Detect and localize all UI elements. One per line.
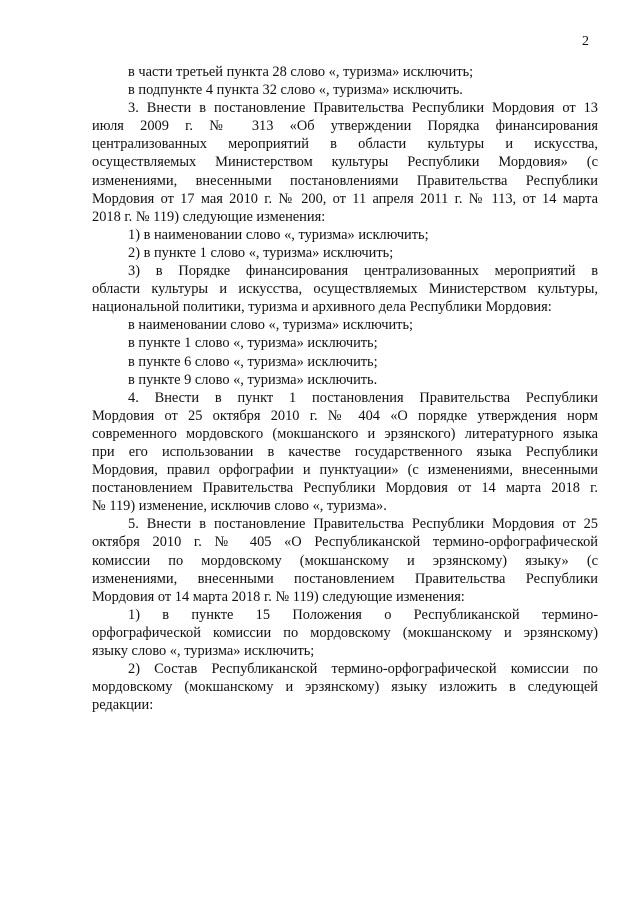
paragraph [92,371,598,389]
paragraph [92,316,598,334]
text-line: октября 2010 г. № 405 «О Республиканской термино-орфографической [92,534,598,551]
text-line: 3) в Порядке финансирования централизованных мероприятий в [128,263,598,280]
text-line: в пункте 9 слово «, туризма» исключить. [128,371,378,388]
text-line: 4. Внести в пункт 1 постановления Правительства Республики [128,389,598,406]
text-line: в части третьей пункта 28 слово «, туризма» исключить; [128,64,474,80]
paragraph [92,226,598,244]
text-line: Мордовия от 25 октября 2010 г. № 404 «О порядке утверждения норм [92,407,598,424]
text-line: в наименовании слово «, туризма» исключить; [128,317,414,334]
document-body [92,63,598,714]
text-line: мордовскому (мокшанскому и эрзянскому) языку изложить в следующей [92,679,598,696]
text-line: 2) Состав Республиканской термино-орфографической комиссии по [128,661,598,678]
text-line: комиссии по мордовскому (мокшанскому и эрзянскому) языку» (с [92,552,598,569]
text-line: изменениями, внесенными постановлением Правительства Республики [92,570,598,587]
paragraph [92,660,598,714]
text-line: языку слово «, туризма» исключить; [92,643,315,659]
text-line: области культуры и искусства, осуществляемых Министерством культуры, [92,281,598,298]
paragraph [92,81,598,99]
text-line: 1) в наименовании слово «, туризма» исключить; [128,226,429,243]
paragraph [92,334,598,352]
text-line: национальной политики, туризма и архивного дела Республики Мордовия: [92,299,552,316]
paragraph [92,606,598,660]
text-line: в пункте 6 слово «, туризма» исключить; [128,353,378,370]
text-line: осуществляемых Министерством культуры Республики Мордовия» (с [92,154,598,171]
text-line: № 119) изменение, исключив слово «, туризма». [92,498,387,515]
text-line: июля 2009 г. № 313 «Об утверждении Порядка финансирования [92,118,598,135]
text-line: 2018 г. № 119) следующие изменения: [92,208,326,225]
text-line: при его использовании в качестве государственного языка Республики [92,443,598,460]
paragraph [92,63,598,81]
page-number: 2 [582,34,589,49]
text-line: редакции: [92,697,154,714]
text-line: в пункте 1 слово «, туризма» исключить; [128,335,378,352]
text-line: Мордовия от 14 марта 2018 г. № 119) следующие изменения: [92,588,465,605]
text-line: 2) в пункте 1 слово «, туризма» исключить; [128,244,394,261]
paragraph [92,262,598,316]
text-line: в подпункте 4 пункта 32 слово «, туризма» исключить. [128,82,463,99]
paragraph [92,353,598,371]
paragraph [92,99,598,226]
text-line: 5. Внести в постановление Правительства Республики Мордовия от 25 [128,516,598,533]
text-line: Мордовия от 17 мая 2010 г. № 200, от 11 апреля 2011 г. № 113, от 14 марта [92,190,598,207]
text-line: орфографической комиссии по мордовскому (мокшанскому и эрзянскому) [92,624,598,641]
paragraph [92,389,598,516]
text-line: централизованных мероприятий в области культуры и искусства, [92,136,598,153]
paragraph [92,244,598,262]
text-line: Мордовия, правил орфографии и пунктуации» (с изменениями, внесенными [92,462,598,479]
text-line: 3. Внести в постановление Правительства Республики Мордовия от 13 [128,100,598,117]
text-line: 1) в пункте 15 Положения о Республиканской термино- [128,606,598,623]
text-line: современного мордовского (мокшанского и эрзянского) литературного языка [92,425,598,442]
text-line: постановлением Правительства Республики Мордовия от 14 марта 2018 г. [92,480,598,497]
paragraph [92,515,598,605]
text-line: изменениями, внесенными постановлениями Правительства Республики [92,172,598,189]
